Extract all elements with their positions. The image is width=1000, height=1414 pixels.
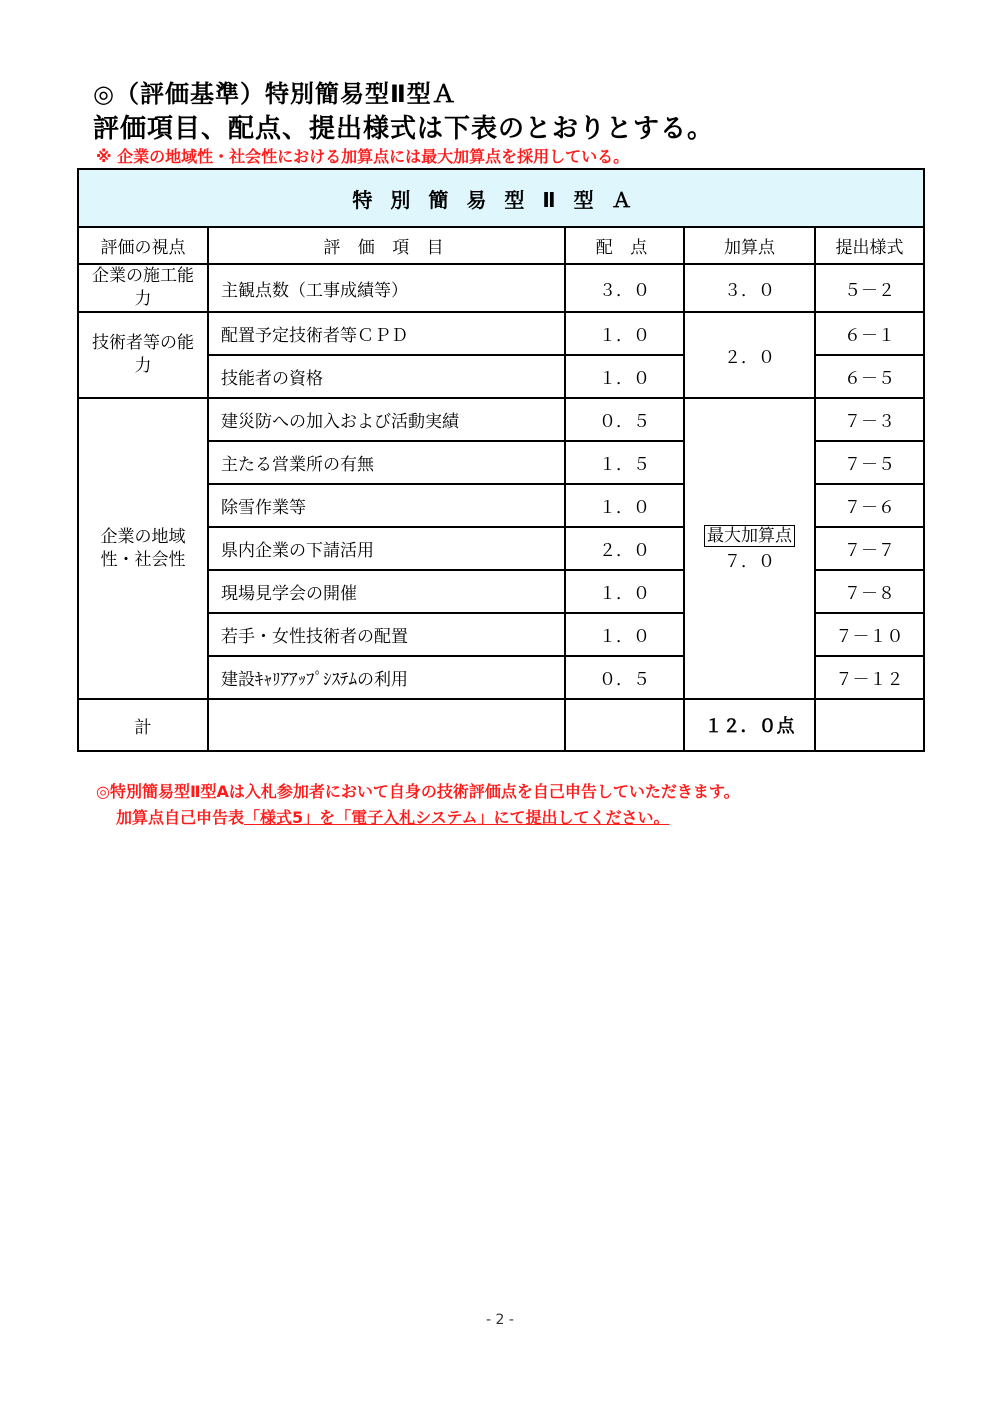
table-banner: 特別簡易型Ⅱ型Ａ	[78, 169, 924, 227]
column-header-viewpoint: 評価の視点	[78, 227, 208, 264]
item-cell: 技能者の資格	[208, 355, 565, 398]
column-header-item: 評 価 項 目	[208, 227, 565, 264]
max-addition-label: 最大加算点	[704, 525, 795, 547]
points-cell: ３．０	[565, 264, 684, 312]
bottom-note-prefix: 加算点自己申告表	[116, 808, 245, 827]
addition-cell: ２．０	[684, 312, 815, 398]
form-cell: ６－５	[815, 355, 924, 398]
item-cell: 県内企業の下請活用	[208, 527, 565, 570]
column-header-addition: 加算点	[684, 227, 815, 264]
form-cell: ７－８	[815, 570, 924, 613]
table-header-row	[78, 227, 924, 264]
points-cell: １．０	[565, 355, 684, 398]
top-note: ※ 企業の地域性・社会性における加算点には最大加算点を採用している。	[96, 147, 630, 166]
total-empty-cell	[208, 699, 565, 751]
bottom-note-underlined: 「様式5」を「電子入札システム」にて提出してください。	[244, 808, 670, 827]
total-label: 計	[78, 699, 208, 751]
form-cell: ７－１０	[815, 613, 924, 656]
column-header-form: 提出様式	[815, 227, 924, 264]
form-cell: ７－３	[815, 398, 924, 441]
total-empty-cell	[815, 699, 924, 751]
points-cell: １．５	[565, 441, 684, 484]
page-number: - 2 -	[486, 1312, 514, 1328]
points-cell: ２．０	[565, 527, 684, 570]
table-row	[78, 264, 924, 312]
item-cell: 除雪作業等	[208, 484, 565, 527]
column-header-points: 配 点	[565, 227, 684, 264]
addition-cell: ３．０	[684, 264, 815, 312]
item-cell: 建設ｷｬﾘｱｱｯﾌﾟｼｽﾃﾑの利用	[208, 656, 565, 699]
form-cell: ７－６	[815, 484, 924, 527]
total-empty-cell	[565, 699, 684, 751]
viewpoint-cell: 技術者等の能力	[78, 312, 208, 398]
table-row	[78, 312, 924, 355]
form-cell: ５－２	[815, 264, 924, 312]
points-cell: ０．５	[565, 656, 684, 699]
form-cell: ６－１	[815, 312, 924, 355]
form-cell: ７－７	[815, 527, 924, 570]
points-cell: ０．５	[565, 398, 684, 441]
bottom-note-line2	[116, 805, 670, 828]
item-cell: 現場見学会の開催	[208, 570, 565, 613]
form-cell: ７－５	[815, 441, 924, 484]
viewpoint-cell: 企業の施工能力	[78, 264, 208, 312]
total-value: １２．０点	[684, 699, 815, 751]
item-cell: 主たる営業所の有無	[208, 441, 565, 484]
table-row	[78, 398, 924, 441]
item-cell: 建災防への加入および活動実績	[208, 398, 565, 441]
points-cell: １．０	[565, 484, 684, 527]
item-cell: 若手・女性技術者の配置	[208, 613, 565, 656]
page-title: ◎（評価基準）特別簡易型Ⅱ型Ａ	[93, 80, 457, 108]
points-cell: １．０	[565, 613, 684, 656]
bottom-note-line1: ◎特別簡易型Ⅱ型Aは入札参加者において自身の技術評価点を自己申告していただきます。	[96, 782, 740, 801]
max-addition-value: ７．０	[724, 552, 775, 572]
points-cell: １．０	[565, 570, 684, 613]
addition-cell	[684, 398, 815, 699]
item-cell: 配置予定技術者等ＣＰＤ	[208, 312, 565, 355]
evaluation-table	[77, 168, 925, 752]
total-row	[78, 699, 924, 751]
form-cell: ７－１２	[815, 656, 924, 699]
item-cell: 主観点数（工事成績等）	[208, 264, 565, 312]
points-cell: １．０	[565, 312, 684, 355]
viewpoint-cell: 企業の地域性・社会性	[78, 398, 208, 699]
page-subtitle: 評価項目、配点、提出様式は下表のとおりとする。	[93, 114, 715, 144]
